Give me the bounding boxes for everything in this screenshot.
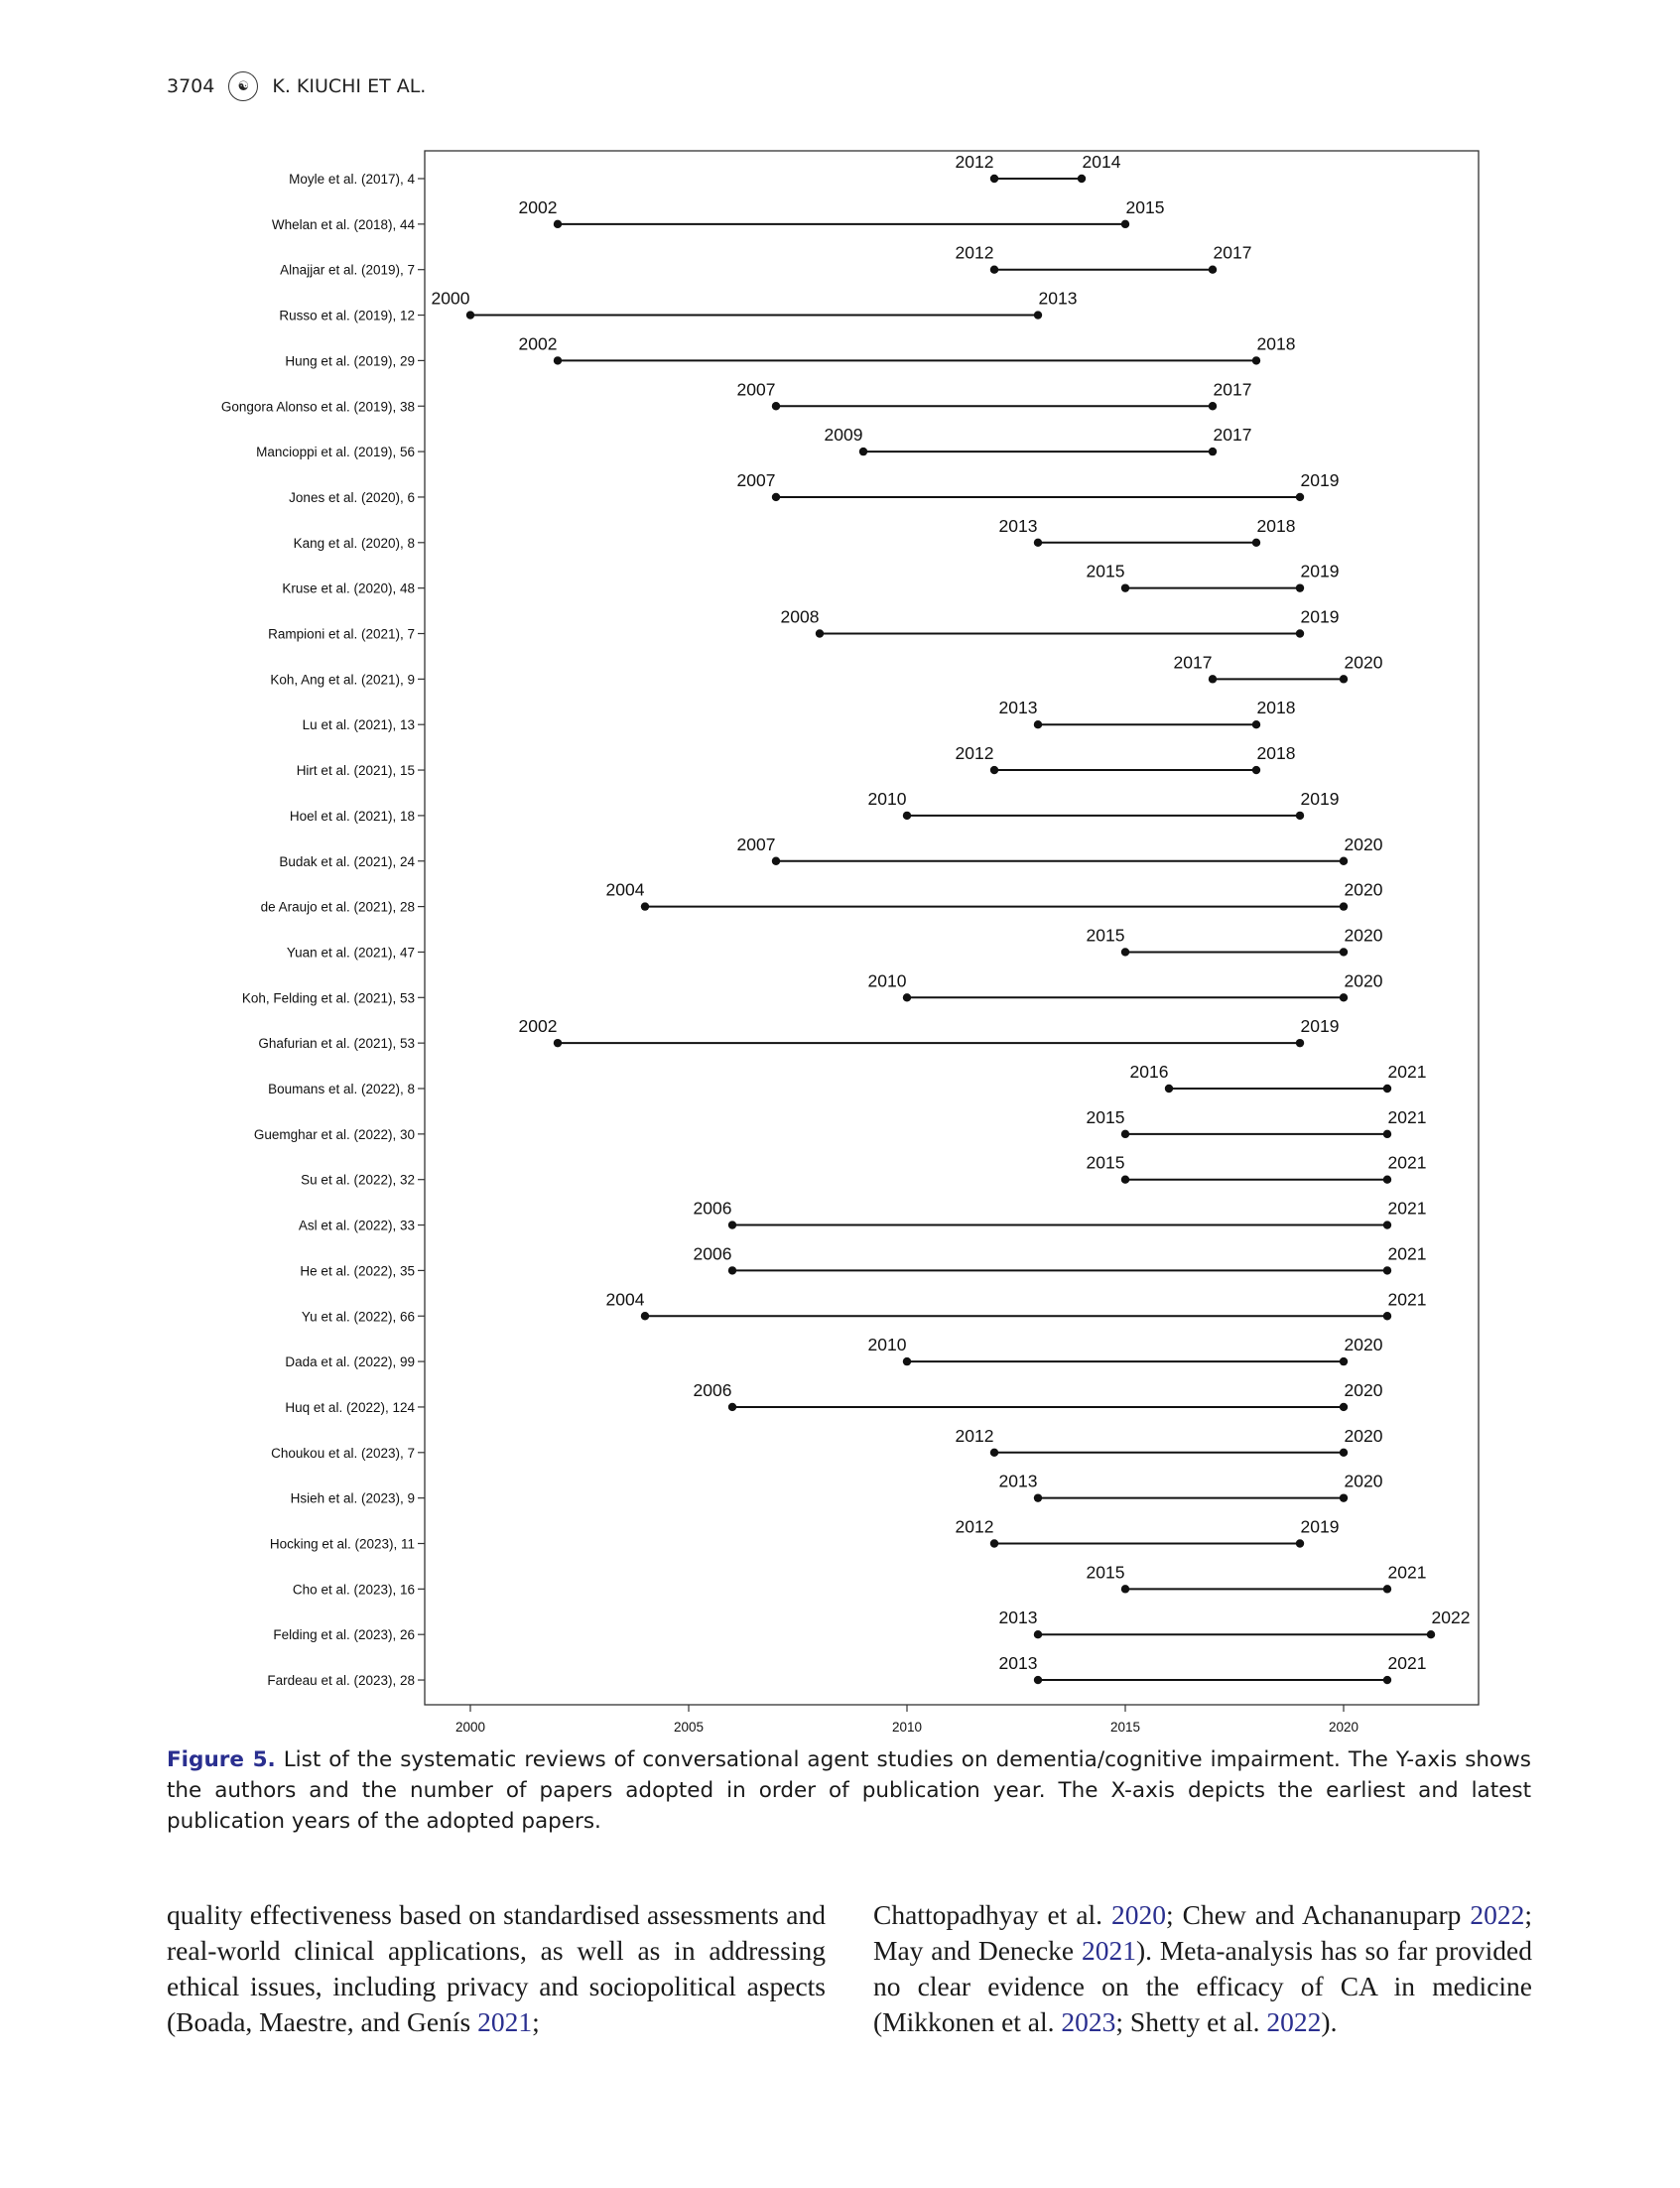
y-tick-label: Ghafurian et al. (2021), 53 — [258, 1036, 415, 1052]
start-year-label: 2013 — [998, 1608, 1038, 1628]
citation-link[interactable]: 2020 — [1111, 1899, 1167, 1930]
end-point — [1383, 1085, 1391, 1093]
end-point — [1034, 311, 1042, 319]
start-point — [1121, 1130, 1129, 1138]
end-year-label: 2020 — [1344, 1471, 1383, 1491]
start-year-label: 2013 — [998, 1653, 1038, 1674]
caption-text: List of the systematic reviews of conversational agent studies on dementia/cognitive impairment. The Y-axis shows the authors and the number of papers adopted in order of publication year. The X-axis depicts the earliest and latest publication years of the adopted papers. — [167, 1747, 1531, 1834]
start-year-label: 2017 — [1173, 652, 1213, 673]
start-year-label: 2002 — [518, 196, 558, 217]
start-point — [990, 766, 998, 774]
start-year-label: 2002 — [518, 333, 558, 354]
start-point — [1209, 675, 1217, 683]
end-year-label: 2022 — [1431, 1608, 1471, 1628]
y-tick-label: Jones et al. (2020), 6 — [289, 489, 415, 505]
end-point — [1296, 1039, 1304, 1047]
x-tick-label: 2005 — [673, 1720, 705, 1732]
start-point — [1034, 720, 1042, 728]
y-tick-label: Cho et al. (2023), 16 — [292, 1582, 415, 1598]
y-tick-label: Moyle et al. (2017), 4 — [289, 172, 415, 187]
y-axis — [221, 172, 425, 1688]
start-point — [641, 1312, 649, 1320]
start-year-label: 2007 — [736, 379, 776, 400]
start-point — [903, 812, 911, 820]
end-year-label: 2018 — [1256, 515, 1296, 536]
start-point — [1165, 1085, 1173, 1093]
start-point — [990, 266, 998, 274]
end-year-label: 2019 — [1300, 788, 1340, 809]
y-tick-label: Boumans et al. (2022), 8 — [268, 1082, 415, 1096]
end-point — [1296, 812, 1304, 820]
start-year-label: 2006 — [693, 1243, 732, 1264]
start-year-label: 2015 — [1086, 1562, 1125, 1583]
end-year-label: 2020 — [1344, 1335, 1383, 1355]
figure-caption — [167, 1744, 1531, 1837]
y-tick-label: Fardeau et al. (2023), 28 — [267, 1673, 415, 1689]
body-text: ; May and Denecke — [873, 1899, 1532, 1966]
start-point — [1034, 1630, 1042, 1638]
start-point — [1034, 539, 1042, 547]
end-point — [1296, 493, 1304, 501]
body-text-left-column — [167, 1897, 826, 2040]
start-point — [990, 175, 998, 183]
start-year-label: 2015 — [1086, 561, 1125, 581]
end-point — [1340, 948, 1348, 956]
start-point — [1121, 1176, 1129, 1184]
start-year-label: 2004 — [605, 879, 645, 900]
start-year-label: 2010 — [867, 970, 907, 991]
start-point — [772, 402, 780, 410]
y-tick-label: Asl et al. (2022), 33 — [298, 1218, 415, 1233]
y-tick-label: Su et al. (2022), 32 — [301, 1172, 415, 1188]
citation-link[interactable]: 2022 — [1470, 1899, 1525, 1930]
author-running-title: K. KIUCHI ET AL. — [272, 75, 427, 97]
end-point — [1340, 1403, 1348, 1411]
end-year-label: 2015 — [1125, 196, 1165, 217]
start-point — [903, 1357, 911, 1365]
end-point — [1383, 1312, 1391, 1320]
end-year-label: 2020 — [1344, 879, 1383, 900]
y-tick-label: Choukou et al. (2023), 7 — [271, 1445, 415, 1461]
y-tick-label: Whelan et al. (2018), 44 — [271, 216, 415, 232]
start-point — [990, 1449, 998, 1457]
end-year-label: 2019 — [1300, 1516, 1340, 1537]
start-year-label: 2006 — [693, 1379, 732, 1400]
start-year-label: 2015 — [1086, 1106, 1125, 1127]
start-point — [1121, 948, 1129, 956]
start-point — [728, 1266, 736, 1274]
end-point — [1252, 356, 1260, 364]
start-point — [466, 311, 474, 319]
end-year-label: 2014 — [1082, 152, 1121, 172]
end-point — [1383, 1130, 1391, 1138]
y-tick-label: Huq et al. (2022), 124 — [285, 1399, 415, 1415]
citation-link[interactable]: 2021 — [477, 2006, 533, 2037]
start-year-label: 2010 — [867, 788, 907, 809]
end-year-label: 2020 — [1344, 652, 1383, 673]
body-text-right-column — [873, 1897, 1532, 2040]
start-point — [554, 1039, 562, 1047]
y-tick-label: Hocking et al. (2023), 11 — [269, 1536, 415, 1552]
end-point — [1209, 448, 1217, 455]
start-year-label: 2013 — [998, 1471, 1038, 1491]
start-year-label: 2004 — [605, 1289, 645, 1310]
body-text: ; — [532, 2006, 540, 2037]
end-year-label: 2018 — [1256, 698, 1296, 718]
y-tick-label: Alnajjar et al. (2019), 7 — [280, 262, 415, 278]
start-point — [859, 448, 867, 455]
page-number: 3704 — [167, 75, 215, 97]
start-point — [816, 629, 824, 637]
y-tick-label: Hsieh et al. (2023), 9 — [290, 1490, 415, 1506]
end-year-label: 2020 — [1344, 970, 1383, 991]
y-tick-label: Hung et al. (2019), 29 — [285, 353, 415, 369]
start-year-label: 2016 — [1129, 1062, 1169, 1082]
end-point — [1296, 583, 1304, 591]
end-year-label: 2020 — [1344, 1379, 1383, 1400]
figure-label: Figure 5. — [167, 1747, 276, 1772]
end-point — [1383, 1266, 1391, 1274]
end-year-label: 2017 — [1213, 425, 1252, 446]
end-point — [1209, 402, 1217, 410]
end-year-label: 2020 — [1344, 1425, 1383, 1446]
end-point — [1252, 766, 1260, 774]
y-tick-label: Russo et al. (2019), 12 — [279, 308, 415, 323]
citation-link[interactable]: 2021 — [1081, 1935, 1136, 1966]
start-point — [1121, 1585, 1129, 1593]
end-point — [1340, 1357, 1348, 1365]
start-year-label: 2012 — [955, 1516, 994, 1537]
body-text: ). Meta-analysis has so far provided no clear evidence on the efficacy of CA in medicine (Mikkonen et al. — [873, 1935, 1532, 2037]
end-year-label: 2018 — [1256, 743, 1296, 764]
end-year-label: 2019 — [1300, 469, 1340, 490]
end-point — [1078, 175, 1086, 183]
start-point — [903, 993, 911, 1001]
end-year-label: 2021 — [1387, 1106, 1427, 1127]
y-tick-label: Lu et al. (2021), 13 — [302, 717, 415, 733]
start-point — [1034, 1676, 1042, 1684]
y-tick-label: Koh, Ang et al. (2021), 9 — [270, 672, 415, 688]
y-tick-label: Felding et al. (2023), 26 — [273, 1627, 415, 1643]
end-point — [1383, 1585, 1391, 1593]
end-point — [1252, 539, 1260, 547]
y-tick-label: He et al. (2022), 35 — [300, 1263, 415, 1279]
end-year-label: 2017 — [1213, 379, 1252, 400]
body-text: ; Chew and Achananuparp — [1166, 1899, 1471, 1930]
y-tick-label: Guemghar et al. (2022), 30 — [253, 1126, 415, 1142]
end-point — [1340, 902, 1348, 910]
start-point — [554, 220, 562, 228]
y-tick-label: Yu et al. (2022), 66 — [301, 1309, 415, 1325]
end-point — [1340, 857, 1348, 865]
start-year-label: 2009 — [824, 425, 863, 446]
end-year-label: 2021 — [1387, 1289, 1427, 1310]
end-point — [1252, 720, 1260, 728]
end-point — [1340, 1449, 1348, 1457]
end-point — [1121, 220, 1129, 228]
end-point — [1296, 1539, 1304, 1547]
start-point — [554, 356, 562, 364]
start-point — [1121, 583, 1129, 591]
y-tick-label: Hoel et al. (2021), 18 — [289, 808, 415, 824]
y-tick-label: Koh, Felding et al. (2021), 53 — [241, 990, 415, 1006]
end-point — [1209, 266, 1217, 274]
start-year-label: 2012 — [955, 242, 994, 263]
x-tick-label: 2010 — [891, 1720, 923, 1732]
start-year-label: 2012 — [955, 743, 994, 764]
y-tick-label: Gongora Alonso et al. (2019), 38 — [220, 399, 415, 415]
start-year-label: 2006 — [693, 1198, 732, 1219]
citation-link[interactable]: 2022 — [1266, 2006, 1322, 2037]
end-point — [1383, 1676, 1391, 1684]
start-year-label: 2010 — [867, 1335, 907, 1355]
x-tick-label: 2015 — [1109, 1720, 1141, 1732]
end-year-label: 2017 — [1213, 242, 1252, 263]
chart-marks — [432, 152, 1471, 1684]
plot-panel — [425, 151, 1479, 1705]
start-point — [772, 493, 780, 501]
body-text: Chattopadhyay et al. — [873, 1899, 1112, 1930]
end-year-label: 2019 — [1300, 1016, 1340, 1037]
y-tick-label: Hirt et al. (2021), 15 — [296, 763, 415, 779]
start-year-label: 2015 — [1086, 1152, 1125, 1173]
start-point — [990, 1539, 998, 1547]
body-text: ; Shetty et al. — [1115, 2006, 1267, 2037]
start-point — [728, 1221, 736, 1228]
end-point — [1340, 675, 1348, 683]
end-year-label: 2013 — [1038, 288, 1078, 309]
start-point — [728, 1403, 736, 1411]
start-year-label: 2013 — [998, 698, 1038, 718]
start-year-label: 2015 — [1086, 925, 1125, 946]
body-text: ). — [1321, 2006, 1338, 2037]
start-point — [641, 902, 649, 910]
y-tick-label: de Araujo et al. (2021), 28 — [260, 899, 415, 915]
end-year-label: 2021 — [1387, 1198, 1427, 1219]
journal-logo-icon: ☯ — [228, 71, 258, 101]
citation-link[interactable]: 2023 — [1061, 2006, 1116, 2037]
end-year-label: 2018 — [1256, 333, 1296, 354]
start-year-label: 2002 — [518, 1016, 558, 1037]
start-year-label: 2000 — [431, 288, 470, 309]
end-year-label: 2021 — [1387, 1562, 1427, 1583]
start-year-label: 2008 — [780, 606, 820, 627]
end-year-label: 2019 — [1300, 606, 1340, 627]
end-point — [1296, 629, 1304, 637]
end-point — [1340, 1493, 1348, 1501]
y-tick-label: Dada et al. (2022), 99 — [285, 1354, 415, 1370]
start-point — [772, 857, 780, 865]
end-year-label: 2021 — [1387, 1152, 1427, 1173]
start-year-label: 2007 — [736, 469, 776, 490]
y-tick-label: Rampioni et al. (2021), 7 — [268, 626, 415, 642]
end-point — [1340, 993, 1348, 1001]
end-year-label: 2020 — [1344, 925, 1383, 946]
y-tick-label: Kruse et al. (2020), 48 — [282, 580, 415, 596]
x-tick-label: 2000 — [454, 1720, 486, 1732]
start-year-label: 2013 — [998, 515, 1038, 536]
end-year-label: 2019 — [1300, 561, 1340, 581]
y-tick-label: Mancioppi et al. (2019), 56 — [256, 445, 415, 460]
y-tick-label: Budak et al. (2021), 24 — [279, 853, 415, 869]
x-axis — [455, 1705, 1358, 1732]
start-year-label: 2012 — [955, 1425, 994, 1446]
start-year-label: 2012 — [955, 152, 994, 172]
end-year-label: 2021 — [1387, 1653, 1427, 1674]
y-tick-label: Kang et al. (2020), 8 — [293, 535, 415, 551]
end-point — [1383, 1221, 1391, 1228]
start-year-label: 2007 — [736, 834, 776, 854]
x-tick-label: 2020 — [1328, 1720, 1359, 1732]
end-year-label: 2020 — [1344, 834, 1383, 854]
end-point — [1383, 1176, 1391, 1184]
body-text: quality effectiveness based on standardised assessments and real-world clinical applications, as well as in addressing ethical issues, including privacy and sociopolitical aspects (Boada, Maestre, and Genís — [167, 1899, 826, 2037]
y-tick-label: Yuan et al. (2021), 47 — [286, 945, 415, 961]
start-point — [1034, 1493, 1042, 1501]
end-year-label: 2021 — [1387, 1243, 1427, 1264]
end-point — [1427, 1630, 1435, 1638]
end-year-label: 2021 — [1387, 1062, 1427, 1082]
